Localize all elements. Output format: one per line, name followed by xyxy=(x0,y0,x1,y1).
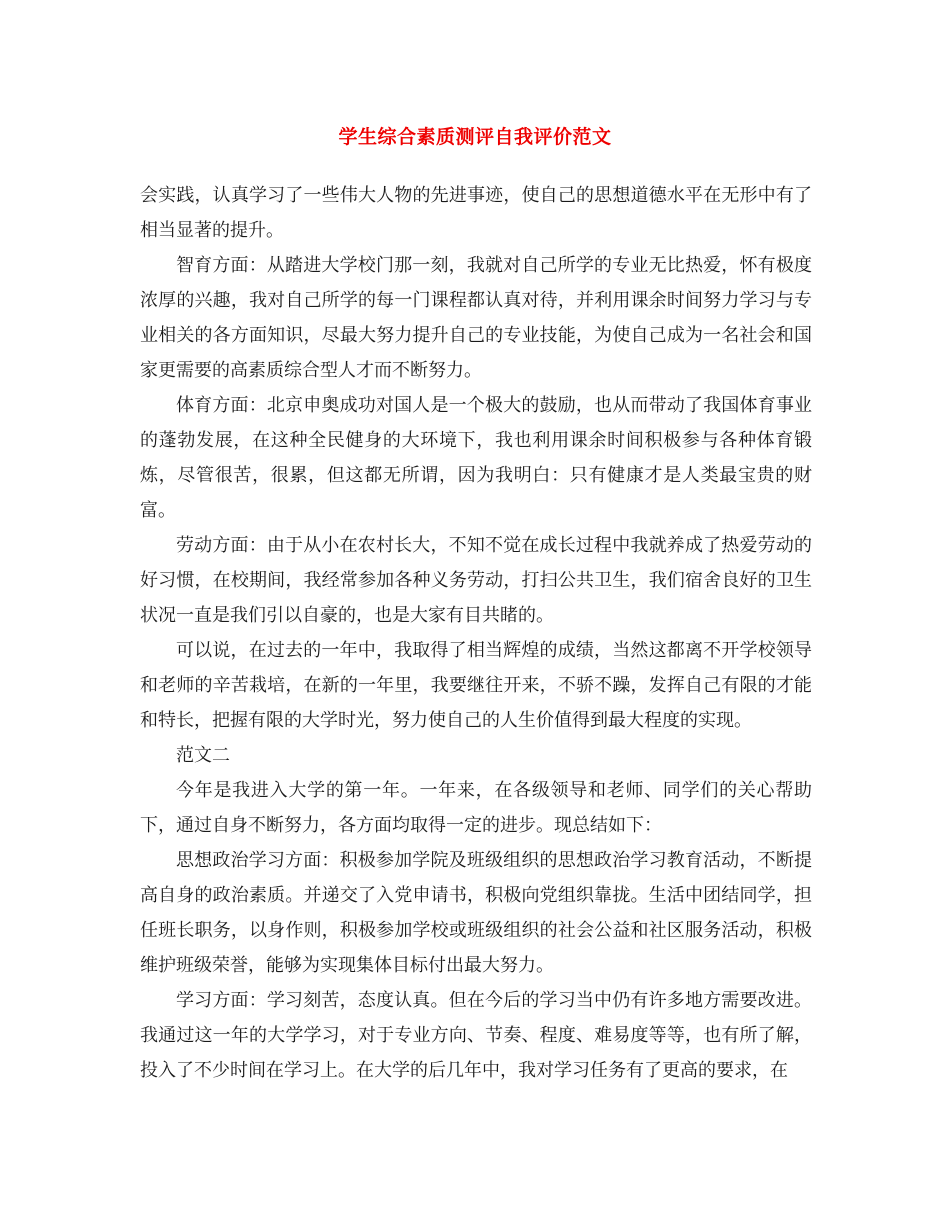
section-heading: 范文二 xyxy=(176,745,230,766)
paragraph: 体育方面：北京申奥成功对国人是一个极大的鼓励，也从而带动了我国体育事业的蓬勃发展，在这种全民健身的大环境下，我也利用课余时间积极参与各种体育锻炼，尽管很苦，很累，但这都无所谓，因为我明白：只有健康才是人类最宝贵的财富。 xyxy=(140,395,812,521)
paragraph: 可以说，在过去的一年中，我取得了相当辉煌的成绩，当然这都离不开学校领导和老师的辛苦栽培，在新的一年里，我要继往开来，不骄不躁，发挥自己有限的才能和特长，把握有限的大学时光，努力使自己的人生价值得到最大程度的实现。 xyxy=(140,640,812,731)
paragraph: 今年是我进入大学的第一年。一年来，在各级领导和老师、同学们的关心帮助下，通过自身不断努力，各方面均取得一定的进步。现总结如下： xyxy=(140,780,812,836)
document-title: 学生综合素质测评自我评价范文 xyxy=(338,126,612,148)
paragraph: 智育方面：从踏进大学校门那一刻，我就对自己所学的专业无比热爱，怀有极度浓厚的兴趣，我对自己所学的每一门课程都认真对待，并利用课余时间努力学习与专业相关的各方面知识，尽最大努力提升自己的专业技能，为使自己成为一名社会和国家更需要的高素质综合型人才而不断努力。 xyxy=(140,255,812,381)
paragraph: 学习方面：学习刻苦，态度认真。但在今后的学习当中仍有许多地方需要改进。我通过这一年的大学学习，对于专业方向、节奏、程度、难易度等等，也有所了解，投入了不少时间在学习上。在大学的后几年中，我对学习任务有了更高的要求，在 xyxy=(140,990,812,1081)
document-body xyxy=(140,178,812,1088)
paragraph: 会实践，认真学习了一些伟大人物的先进事迹，使自己的思想道德水平在无形中有了相当显著的提升。 xyxy=(140,185,812,241)
paragraph: 劳动方面：由于从小在农村长大，不知不觉在成长过程中我就养成了热爱劳动的好习惯，在校期间，我经常参加各种义务劳动，打扫公共卫生，我们宿舍良好的卫生状况一直是我们引以自豪的，也是大家有目共睹的。 xyxy=(140,535,812,626)
paragraph: 思想政治学习方面：积极参加学院及班级组织的思想政治学习教育活动，不断提高自身的政治素质。并递交了入党申请书，积极向党组织靠拢。生活中团结同学，担任班长职务，以身作则，积极参加学校或班级组织的社会公益和社区服务活动，积极维护班级荣誉，能够为实现集体目标付出最大努力。 xyxy=(140,850,812,976)
